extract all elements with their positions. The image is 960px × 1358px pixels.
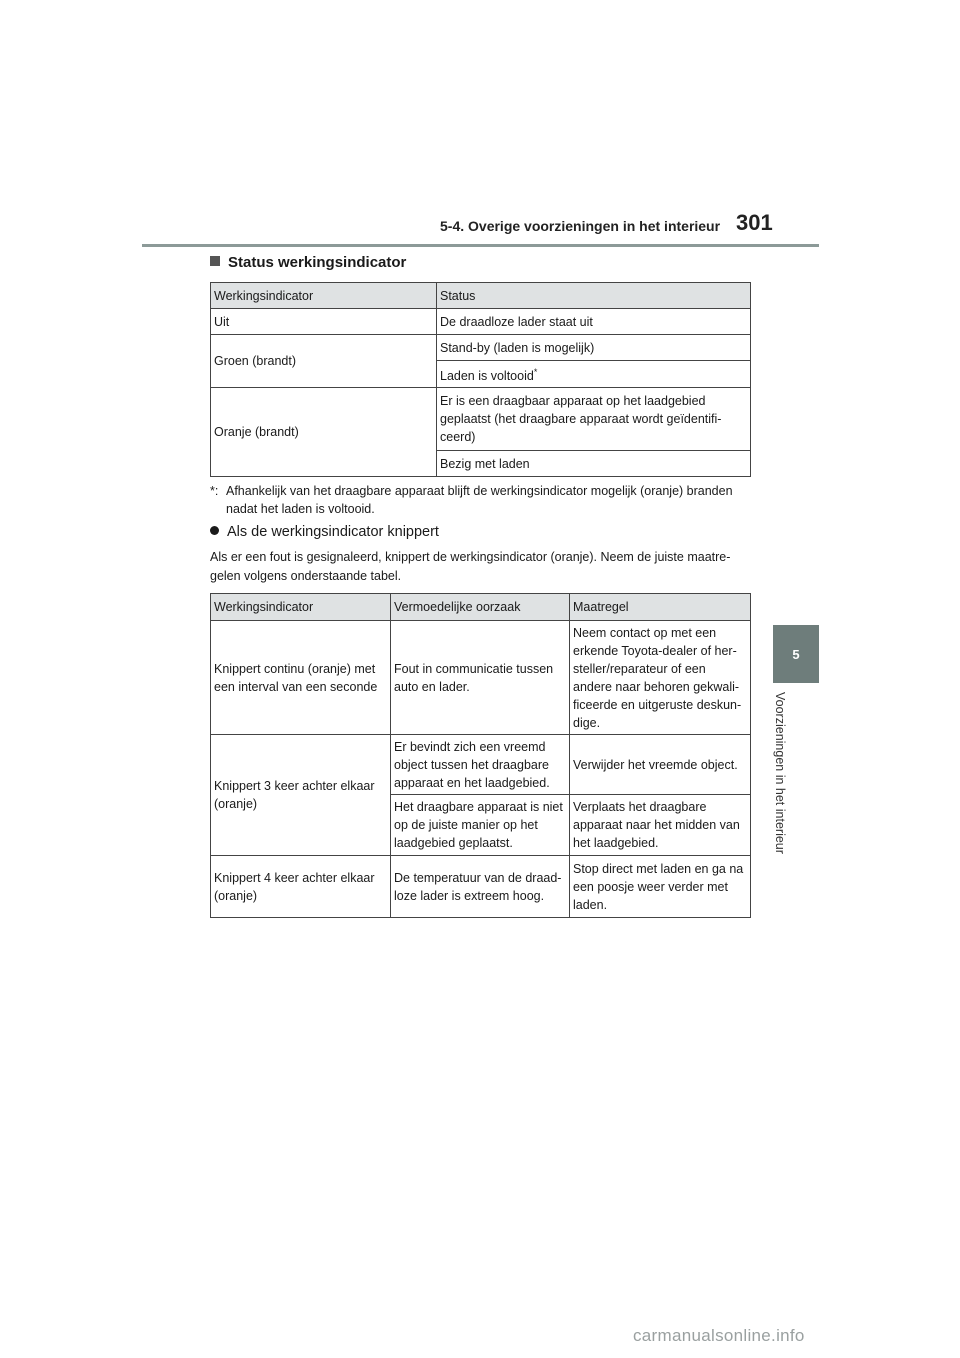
table-row — [211, 388, 751, 451]
footnote — [210, 482, 755, 518]
status-table — [210, 282, 751, 477]
sub-heading-blinking-text: Als de werkingsindicator knippert — [227, 524, 439, 540]
cause-cell: Fout in communicatie tussen auto en lader. — [391, 621, 570, 735]
table-header-row — [211, 283, 751, 309]
status-cell: Stand-by (laden is mogelijk) — [437, 335, 751, 361]
round-bullet-icon — [210, 526, 219, 535]
action-cell: Neem contact op met een erkende Toyota-dealer of her-steller/reparateur of een andere naar behoren gekwali-ficeerde en uitgeruste deskun-dige. — [570, 621, 751, 735]
section-heading-status-text: Status werkingsindicator — [228, 254, 407, 271]
footnote-mark: * — [533, 366, 538, 377]
square-bullet-icon — [210, 256, 220, 266]
chapter-tab — [773, 625, 819, 683]
table-header-cell: Maatregel — [570, 594, 751, 621]
indicator-cell: Groen (brandt) — [211, 335, 437, 388]
indicator-cell: Knippert continu (oranje) met een interval van een seconde — [211, 621, 391, 735]
indicator-cell: Oranje (brandt) — [211, 388, 437, 477]
cause-cell: Er bevindt zich een vreemd object tussen het draagbare apparaat en het laadgebied. — [391, 735, 570, 795]
table-row — [211, 335, 751, 361]
watermark: carmanualsonline.info — [633, 1326, 805, 1345]
header-rule — [142, 244, 819, 247]
indicator-cell: Uit — [211, 309, 437, 335]
chapter-side-label — [773, 692, 806, 892]
table-header-row — [211, 594, 751, 621]
table-row — [211, 735, 751, 795]
table-row — [211, 856, 751, 918]
footnote-text: Afhankelijk van het draagbare apparaat blijft de werkingsindicator mogelijk (oranje) branden nadat het laden is voltooid. — [226, 484, 733, 516]
cause-cell: De temperatuur van de draad-loze lader is extreem hoog. — [391, 856, 570, 918]
action-cell: Stop direct met laden en ga na een poosje weer verder met laden. — [570, 856, 751, 918]
table-header-cell: Werkingsindicator — [211, 283, 437, 309]
sub-heading-blinking — [210, 524, 439, 540]
indicator-cell: Knippert 3 keer achter elkaar (oranje) — [211, 735, 391, 856]
status-cell: Er is een draagbaar apparaat op het laadgebied geplaatst (het draagbare apparaat wordt geïdentifi-ceerd) — [437, 388, 751, 451]
action-cell: Verwijder het vreemde object. — [570, 735, 751, 795]
running-header-title: 5-4. Overige voorzieningen in het interieur — [440, 218, 721, 234]
table-row — [211, 309, 751, 335]
footnote-mark: *: — [210, 484, 219, 498]
status-text: Laden is voltooid — [440, 369, 534, 384]
status-cell — [437, 361, 751, 388]
cause-cell: Het draagbare apparaat is niet op de juiste manier op het laadgebied geplaatst. — [391, 795, 570, 856]
table-header-cell: Vermoedelijke oorzaak — [391, 594, 570, 621]
intro-paragraph: Als er een fout is gesignaleerd, knippert de werkingsindicator (oranje). Neem de juiste maatre-gelen volgens onderstaande tabel. — [210, 550, 731, 583]
table-header-cell: Status — [437, 283, 751, 309]
chapter-number: 5 — [792, 646, 800, 662]
table-row — [211, 621, 751, 735]
table-header-cell: Werkingsindicator — [211, 594, 391, 621]
indicator-cell: Knippert 4 keer achter elkaar (oranje) — [211, 856, 391, 918]
status-cell: De draadloze lader staat uit — [437, 309, 751, 335]
page-number: 301 — [736, 210, 773, 235]
action-cell: Verplaats het draagbare apparaat naar het midden van het laadgebied. — [570, 795, 751, 856]
chapter-label: Voorzieningen in het interieur — [773, 692, 787, 854]
section-heading-status — [210, 254, 406, 271]
status-cell: Bezig met laden — [437, 451, 751, 477]
blink-table — [210, 593, 751, 918]
